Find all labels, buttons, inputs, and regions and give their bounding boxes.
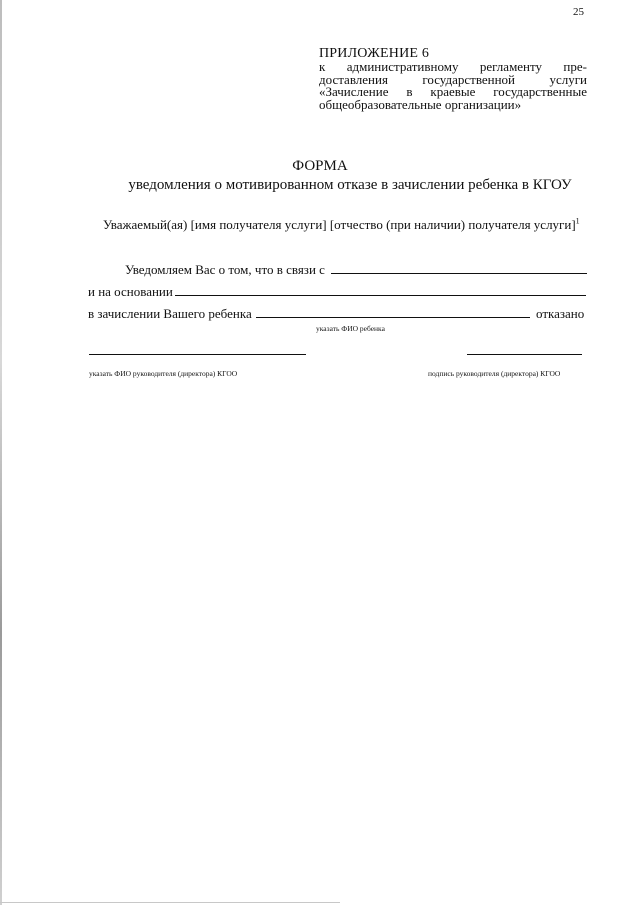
appendix-title: ПРИЛОЖЕНИЕ 6: [319, 46, 430, 61]
child-name-field-line: [256, 317, 530, 318]
director-signature-hint: подпись руководителя (директора) КГОО: [428, 369, 561, 378]
form-title: ФОРМА: [292, 158, 348, 174]
reason-field-line: [331, 273, 587, 274]
reason-label: Уведомляем Вас о том, что в связи с: [125, 262, 325, 277]
scan-bottom-mark: [0, 902, 340, 903]
appendix-header: [319, 46, 587, 111]
refused-text: отказано: [536, 306, 585, 321]
child-label: в зачислении Вашего ребенка: [88, 306, 252, 321]
scan-edge: [0, 0, 2, 905]
basis-label: и на основании: [88, 284, 173, 299]
child-name-hint: указать ФИО ребенка: [316, 324, 385, 333]
appendix-line-3: «Зачисление в краевые государственные: [319, 84, 587, 99]
footnote-mark: 1: [575, 216, 580, 226]
greeting-line: [103, 217, 580, 233]
director-name-hint: указать ФИО руководителя (директора) КГОО: [89, 369, 238, 378]
appendix-line-4: общеобразовательные организации»: [319, 96, 522, 112]
form-subtitle: уведомления о мотивированном отказе в зачислении ребенка в КГОУ: [128, 177, 572, 193]
basis-field-line: [175, 295, 586, 296]
greeting-text: Уважаемый(ая) [имя получателя услуги] [отчество (при наличии) получателя услуги]: [103, 217, 576, 232]
appendix-line-1: к административному регламенту пре-: [319, 59, 587, 74]
appendix-line-2: доставления государственной услуги: [319, 71, 587, 87]
director-signature-line: [467, 354, 582, 355]
page-number: 25: [573, 6, 584, 18]
director-name-line: [89, 354, 306, 355]
